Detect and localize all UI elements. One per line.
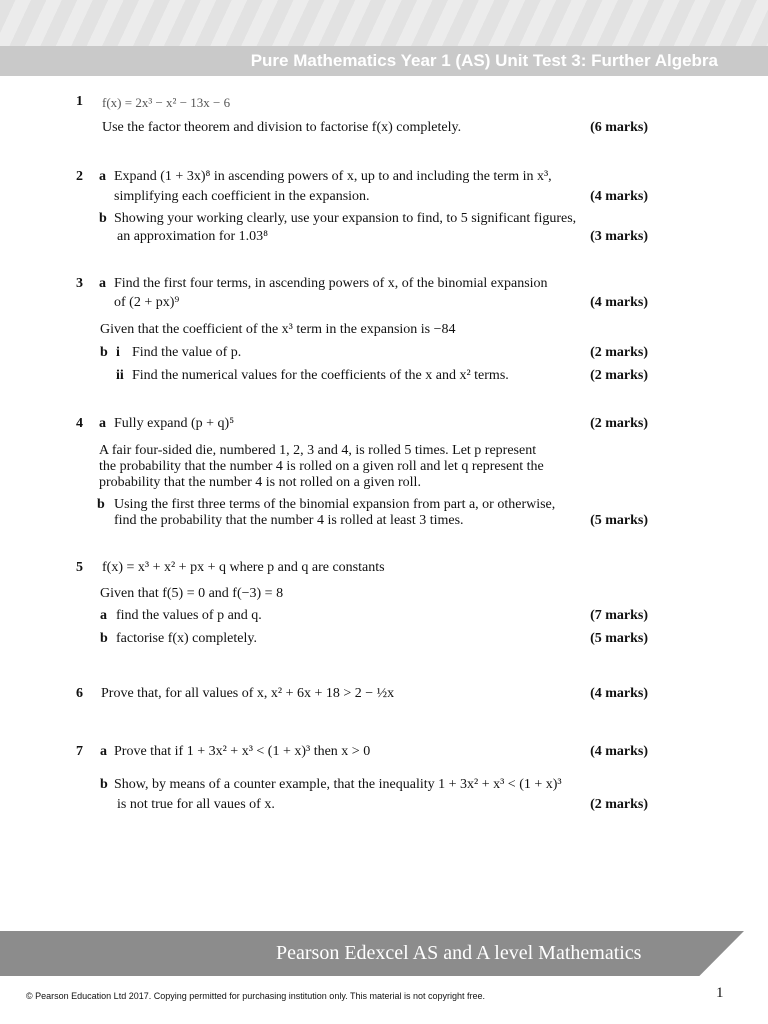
part-label: b — [100, 777, 108, 792]
function-definition — [102, 95, 230, 111]
marks-label: (6 marks) — [590, 120, 648, 135]
question-text: Showing your working clearly, use your expansion to find, to 5 significant figures, — [114, 211, 577, 226]
question-number: 4 — [76, 416, 83, 431]
marks-label: (2 marks) — [590, 345, 648, 360]
question-text: Using the first three terms of the binomial expansion from part a, or otherwise, — [114, 497, 556, 512]
question-text: Find the numerical values for the coefficients of the x and x² terms. — [132, 368, 509, 383]
question-text: is not true for all vaues of x. — [117, 797, 275, 812]
question-text: Expand (1 + 3x)⁸ in ascending powers of x, up to and including the term in x³, — [114, 169, 552, 184]
part-label: a — [99, 276, 106, 291]
question-number: 2 — [76, 169, 83, 184]
marks-label: (7 marks) — [590, 608, 648, 623]
question-text: simplifying each coefficient in the expansion. — [114, 189, 370, 204]
question-number: 6 — [76, 686, 83, 701]
footer-title: Pearson Edexcel AS and A level Mathematics — [276, 942, 642, 964]
marks-label: (2 marks) — [590, 797, 648, 812]
part-label: b — [100, 631, 108, 646]
question-number: 3 — [76, 276, 83, 291]
subpart-label: ii — [116, 368, 124, 383]
question-text: Show, by means of a counter example, that the inequality 1 + 3x² + x³ < (1 + x)³ — [114, 777, 562, 792]
page-number: 1 — [716, 985, 724, 1001]
marks-label: (4 marks) — [590, 744, 648, 759]
copyright-notice: © Pearson Education Ltd 2017. Copying permitted for purchasing institution only. This material is not copyright free. — [26, 991, 486, 1001]
context-paragraph: the probability that the number 4 is rolled on a given roll and let q represent the — [99, 459, 544, 474]
question-number: 5 — [76, 560, 83, 575]
marks-label: (4 marks) — [590, 189, 648, 204]
part-label: b — [97, 497, 105, 512]
subpart-label: i — [116, 345, 120, 360]
function-expression: f(x) = 2x³ − x² − 13x − 6 — [102, 95, 231, 110]
question-text: Prove that, for all values of x, x² + 6x + 18 > 2 − ½x — [101, 686, 395, 701]
question-text: of (2 + px)⁹ — [114, 295, 180, 310]
marks-label: (4 marks) — [590, 686, 648, 701]
question-text: Prove that if 1 + 3x² + x³ < (1 + x)³ then x > 0 — [114, 744, 371, 759]
part-label: a — [99, 416, 106, 431]
question-text: an approximation for 1.03⁸ — [117, 229, 269, 244]
question-text: find the values of p and q. — [116, 608, 262, 623]
given-statement: Given that f(5) = 0 and f(−3) = 8 — [100, 586, 284, 601]
question-text: find the probability that the number 4 is rolled at least 3 times. — [114, 513, 464, 528]
marks-label: (2 marks) — [590, 368, 648, 383]
marks-label: (3 marks) — [590, 229, 648, 244]
context-paragraph: A fair four-sided die, numbered 1, 2, 3 and 4, is rolled 5 times. Let p represent — [99, 443, 537, 458]
question-text: Use the factor theorem and division to factorise f(x) completely. — [102, 120, 462, 135]
marks-label: (5 marks) — [590, 631, 648, 646]
question-text: Find the first four terms, in ascending powers of x, of the binomial expansion — [114, 276, 548, 291]
context-paragraph: probability that the number 4 is not rolled on a given roll. — [99, 475, 421, 490]
marks-label: (4 marks) — [590, 295, 648, 310]
part-label: a — [99, 169, 106, 184]
part-label: a — [100, 608, 107, 623]
question-number: 7 — [76, 744, 83, 759]
page-title: Pure Mathematics Year 1 (AS) Unit Test 3: Further Algebra — [250, 51, 718, 70]
question-text: Fully expand (p + q)⁵ — [114, 416, 235, 431]
part-label: a — [100, 744, 107, 759]
marks-label: (2 marks) — [590, 416, 648, 431]
part-label: b — [100, 345, 108, 360]
part-label: b — [99, 211, 107, 226]
question-text: factorise f(x) completely. — [116, 631, 257, 646]
given-statement: Given that the coefficient of the x³ term in the expansion is −84 — [100, 322, 456, 337]
question-number: 1 — [76, 94, 83, 109]
question-text: Find the value of p. — [132, 345, 242, 360]
function-definition: f(x) = x³ + x² + px + q where p and q are constants — [102, 560, 385, 575]
marks-label: (5 marks) — [590, 513, 648, 528]
